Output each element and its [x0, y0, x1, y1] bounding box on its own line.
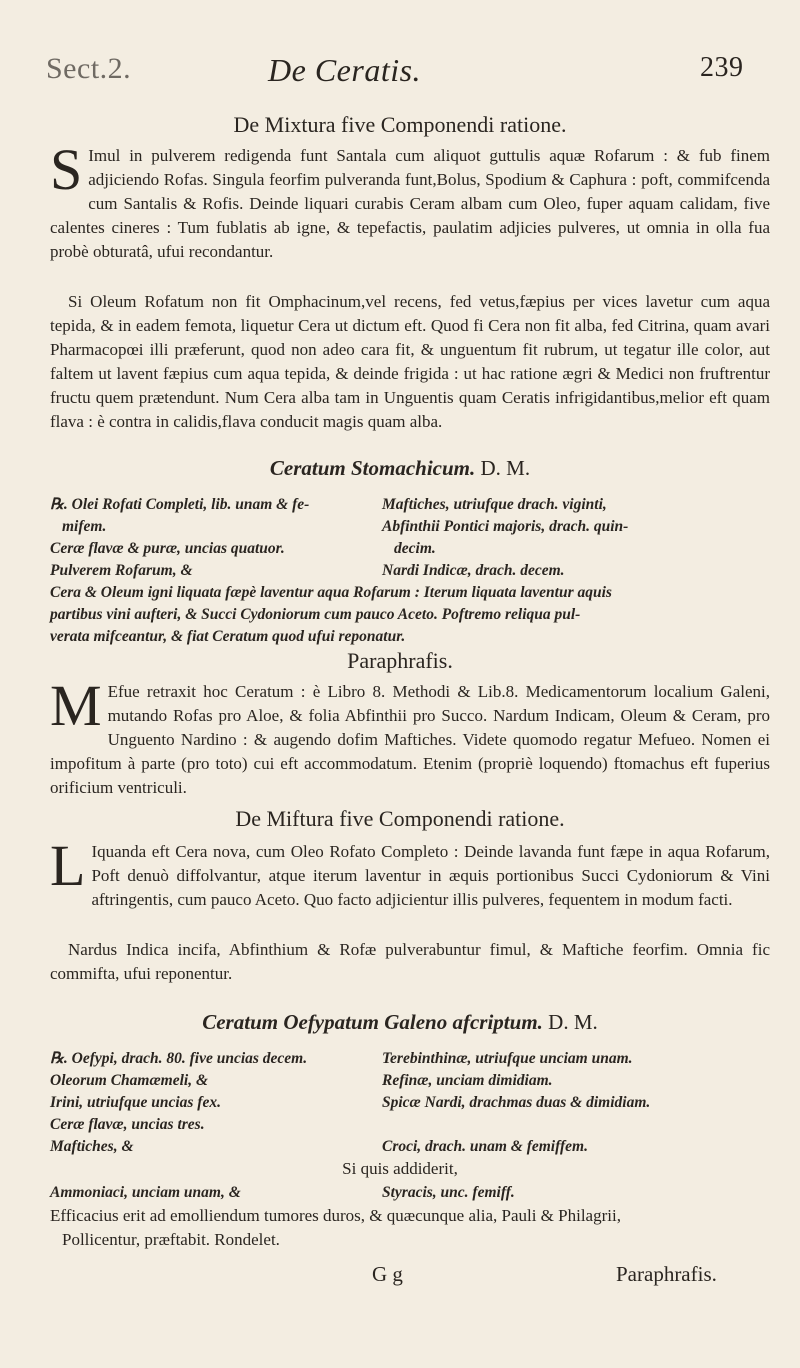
- closing-line: Efficacius erit ad emolliendum tumores duros, & quæcunque alia, Pauli & Philagrii,: [50, 1206, 621, 1225]
- running-head-title: De Ceratis.: [268, 52, 422, 88]
- paragraph-text: Imul in pulverem redigenda funt Santala cum aliquot guttulis aquæ Rofarum : & fub finem adjiciendo Rofas. Singula feorfim pulveranda funt,Bolus, Spodium & Caphura : poft, commifcenda cum Santalis & Rofis. Deinde liquari curabis Ceram albam cum Oleo, fuper aquam calidam, five calentes cineres : Tum fublatis ab igne, & tepefactis, paulatim adjicies pulveres, ut omnia in olla fua probè obturatâ, ufui recondantur.: [50, 146, 770, 261]
- drop-cap: M: [50, 673, 102, 738]
- ingredients-right: [382, 494, 772, 582]
- ingredient-line: Refinæ, unciam dimidiam.: [382, 1072, 553, 1089]
- paragraph-text: Efue retraxit hoc Ceratum : è Libro 8. Methodi & Lib.8. Medicamentorum localium Galeni, mutando Rofas pro Aloe, & folia Abfinthii pro Succo. Nardum Indicam, Oleum & Ceram, pro Unguento Nardino : & augendo dofim Maftiches. Videte quomodo regatur Mefueo. Nomen ei impofitum à parte (pro toto) cui eft accommodatum. Etenim (propriè loquendo) ftomachus eft fuperius orificium ventriculi.: [50, 682, 770, 797]
- optional-ingredient-right: Styracis, unc. femiff.: [382, 1184, 515, 1201]
- paragraph-mixtura: [50, 137, 770, 264]
- recipe-title: Ceratum Stomachicum.: [269, 456, 476, 480]
- ingredient-line: Oleorum Chamæmeli, &: [50, 1072, 209, 1089]
- signature-mark: G g: [372, 1262, 403, 1286]
- direction-line: verata mifceantur, & fiat Ceratum quod ufui reponatur.: [50, 628, 406, 645]
- paragraph-paraphrafis: [50, 673, 770, 800]
- ingredient-line: Terebinthinæ, utriufque unciam unam.: [382, 1050, 633, 1067]
- ingredients-left: [50, 494, 380, 582]
- closing-line: Pollicentur, præftabit. Rondelet.: [62, 1230, 280, 1249]
- recipe-directions: [50, 582, 770, 648]
- drop-cap: L: [50, 833, 86, 898]
- paragraph-nardus: Nardus Indica incifa, Abfinthium & Rofæ pulverabuntur fimul, & Maftiche feorfim. Omnia fic commifta, ufui reponentur.: [50, 940, 770, 983]
- ingredient-line: Spicæ Nardi, drachmas duas & dimidiam.: [382, 1094, 651, 1111]
- section-heading-mixtura: De Mixtura five Componendi ratione.: [233, 112, 567, 137]
- ingredient-line: Nardi Indicæ, drach. decem.: [382, 562, 565, 579]
- ingredients-right: [382, 1048, 772, 1158]
- recipe-title-oefypatum: [0, 1010, 800, 1035]
- ingredient-line: Croci, drach. unam & femiffem.: [382, 1138, 588, 1155]
- drop-cap: S: [50, 137, 83, 202]
- ingredient-line: ℞. Oefypi, drach. 80. five uncias decem.: [50, 1050, 308, 1067]
- catchword: Paraphrafis.: [616, 1262, 717, 1286]
- recipe-title-stomachicum: [0, 456, 800, 481]
- recipe-stomachicum: [50, 494, 770, 664]
- direction-line: Cera & Oleum igni liquata fæpè laventur aqua Rofarum : Iterum liquata laventur aquis: [50, 584, 612, 601]
- ingredient-line: [382, 1114, 772, 1136]
- ingredient-line: mifem.: [62, 518, 107, 535]
- recipe-attribution: D. M.: [480, 456, 531, 480]
- optional-ingredient-left: Ammoniaci, unciam unam, &: [50, 1184, 241, 1201]
- ingredient-line: Irini, utriufque uncias fex.: [50, 1094, 221, 1111]
- section-heading-paraphrafis: Paraphrafis.: [347, 648, 453, 673]
- direction-line: partibus vini aufteri, & Succi Cydoniorum cum pauco Aceto. Poftremo reliqua pul-: [50, 606, 581, 623]
- section-heading-miftura: De Miftura five Componendi ratione.: [235, 806, 565, 831]
- ingredient-line: Maftiches, utriufque drach. viginti,: [382, 496, 607, 513]
- paragraph-miftura: [50, 833, 770, 912]
- paragraph-text: Iquanda eft Cera nova, cum Oleo Rofato Completo : Deinde lavanda funt fæpe in aqua Rofarum, Poft denuò diffolvantur, atque iterum laventur in æquis portionibus Succi Cydoniorum & Vini aftringentis, cum pauco Aceto. Quo facto adjicientur illis pulveres, fequentem in modum facti.: [91, 842, 770, 909]
- recipe-condition: Si quis addiderit,: [342, 1159, 458, 1178]
- ingredient-line: decim.: [394, 540, 436, 557]
- ingredient-line: Maftiches, &: [50, 1138, 134, 1155]
- ingredient-line: Ceræ flavæ, uncias tres.: [50, 1116, 205, 1133]
- recipe-title: Ceratum Oefypatum Galeno afcriptum.: [202, 1010, 543, 1034]
- ingredient-line: Abfinthii Pontici majoris, drach. quin-: [382, 518, 629, 535]
- recipe-attribution: D. M.: [548, 1010, 598, 1034]
- paragraph-oleum-rofatum: Si Oleum Rofatum non fit Omphacinum,vel recens, fed vetus,fæpius per vices lavetur cum aqua tepida, & in eadem femota, liquetur Cera ut dictum eft. Quod fi Cera non fit alba, fed Citrina, quam avari Pharmacopœi illi præferunt, quod non adeo cara fit, & unguentum fit rubrum, ut tegatur ille color, aut faltem ut lavent fæpius cum aqua tepida, & deinde frigida : ut hac ratione ægri & Medici non fruftrentur fructu quem prætendunt. Num Cera alba tam in Unguentis quam Ceratis infrigidantibus,melior eft quam flava : è contra in calidis,flava conducit magis quam alba.: [50, 292, 770, 431]
- ingredient-line: ℞. Olei Rofati Completi, lib. unam & fe-: [50, 496, 310, 513]
- running-head-section: Sect.2.: [46, 52, 132, 85]
- ingredients-left: [50, 1048, 380, 1158]
- ingredient-line: Ceræ flavæ & puræ, uncias quatuor.: [50, 540, 285, 557]
- recipe-closing: [50, 1204, 770, 1252]
- ingredient-line: Pulverem Rofarum, &: [50, 562, 193, 579]
- page-number: 239: [700, 52, 744, 83]
